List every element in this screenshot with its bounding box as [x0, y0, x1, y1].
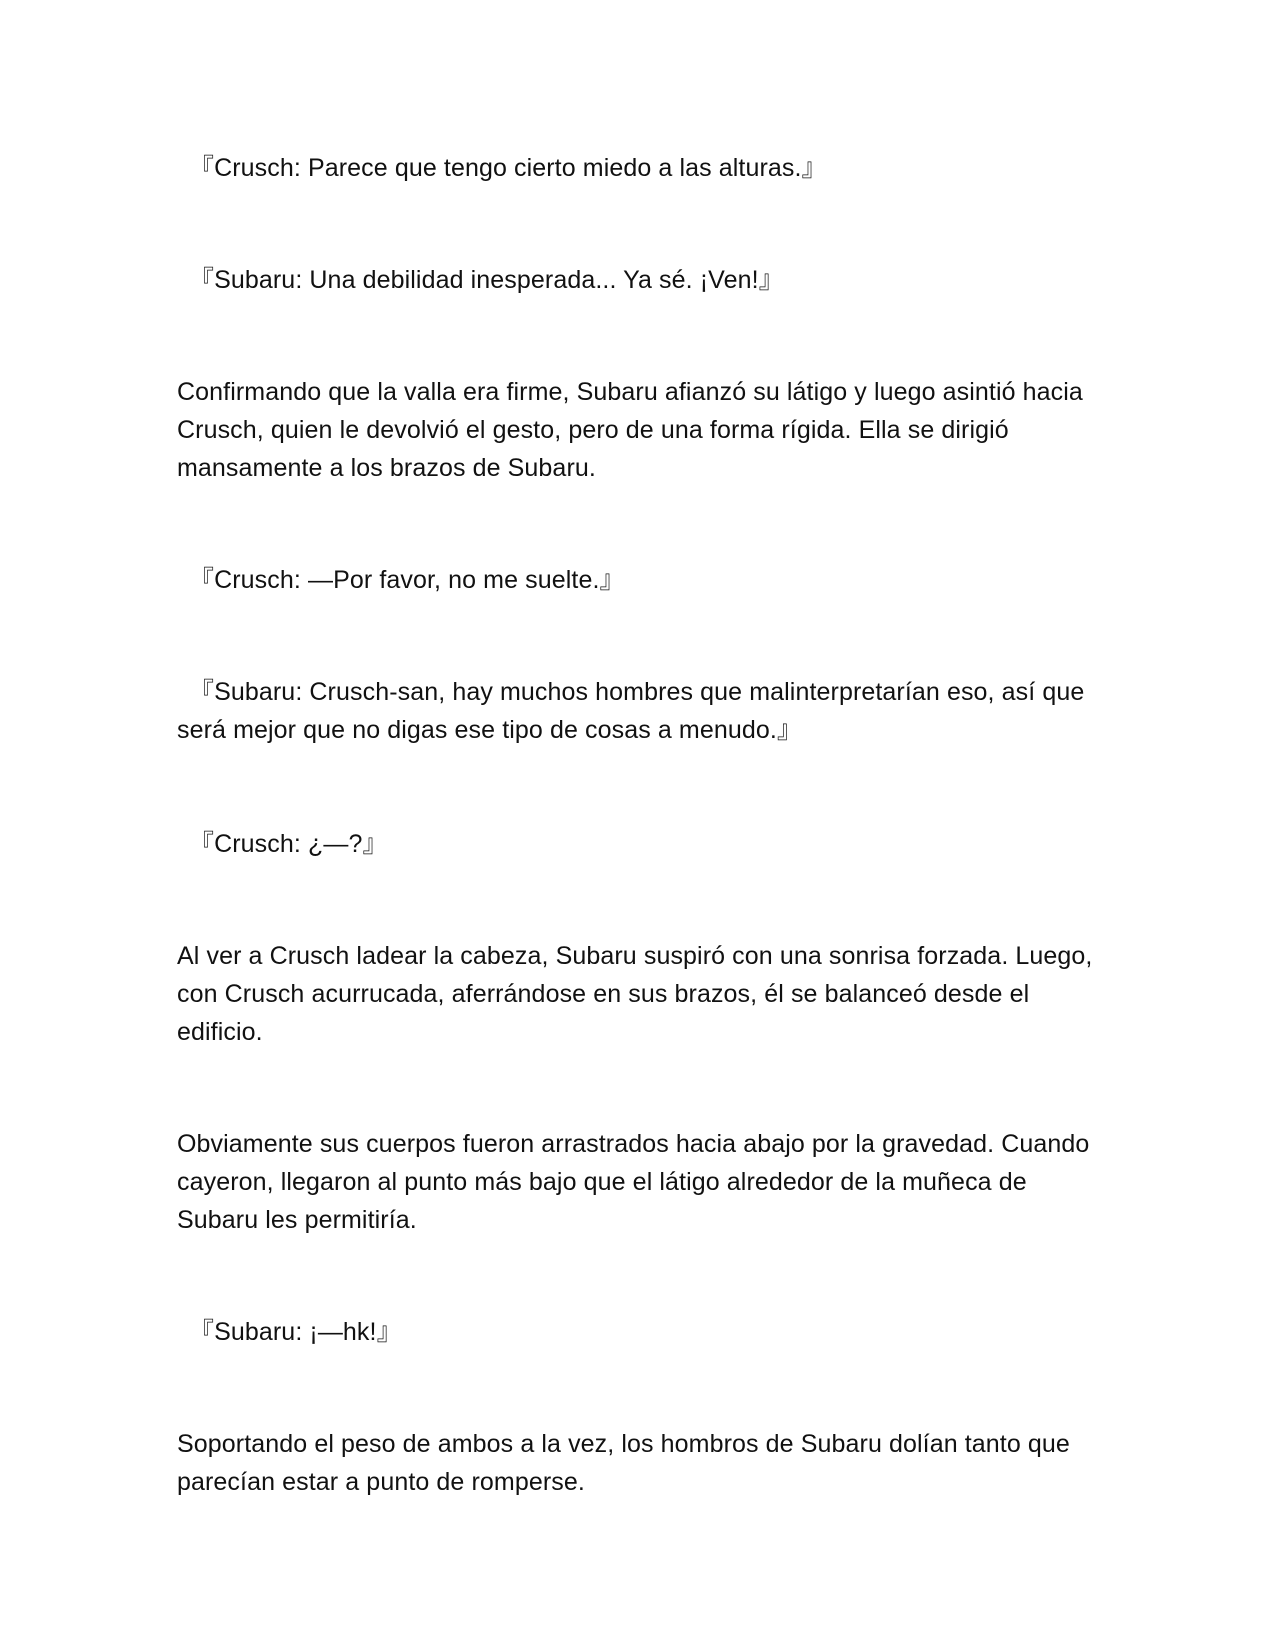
dialogue-line: 『Subaru: Una debilidad inesperada... Ya sé. ¡Ven!』	[189, 266, 784, 294]
narration-paragraph: Al ver a Crusch ladear la cabeza, Subaru suspiró con una sonrisa forzada. Luego, con Crusch acurrucada, aferrándose en sus brazos, él se balanceó desde el edificio.	[177, 942, 1093, 1046]
dialogue-line: 『Crusch: Parece que tengo cierto miedo a las alturas.』	[189, 154, 827, 182]
narration-paragraph: Obviamente sus cuerpos fueron arrastrados hacia abajo por la gravedad. Cuando cayeron, llegaron al punto más bajo que el látigo alrededor de la muñeca de Subaru les permitiría.	[177, 1130, 1090, 1234]
dialogue-line: 『Crusch: ¿—?』	[189, 830, 388, 858]
dialogue-line: 『Crusch: —Por favor, no me suelte.』	[189, 566, 625, 594]
narration-paragraph: Soportando el peso de ambos a la vez, los hombros de Subaru dolían tanto que parecían estar a punto de romperse.	[177, 1430, 1070, 1496]
dialogue-line: 『Subaru: ¡—hk!』	[189, 1318, 402, 1346]
dialogue-line: 『Subaru: Crusch-san, hay muchos hombres que malinterpretarían eso, así que será mejor que no digas ese tipo de cosas a menudo.』	[177, 678, 1085, 744]
narration-paragraph: Confirmando que la valla era firme, Subaru afianzó su látigo y luego asintió hacia Crusch, quien le devolvió el gesto, pero de una forma rígida. Ella se dirigió mansamente a los brazos de Subaru.	[177, 378, 1083, 482]
